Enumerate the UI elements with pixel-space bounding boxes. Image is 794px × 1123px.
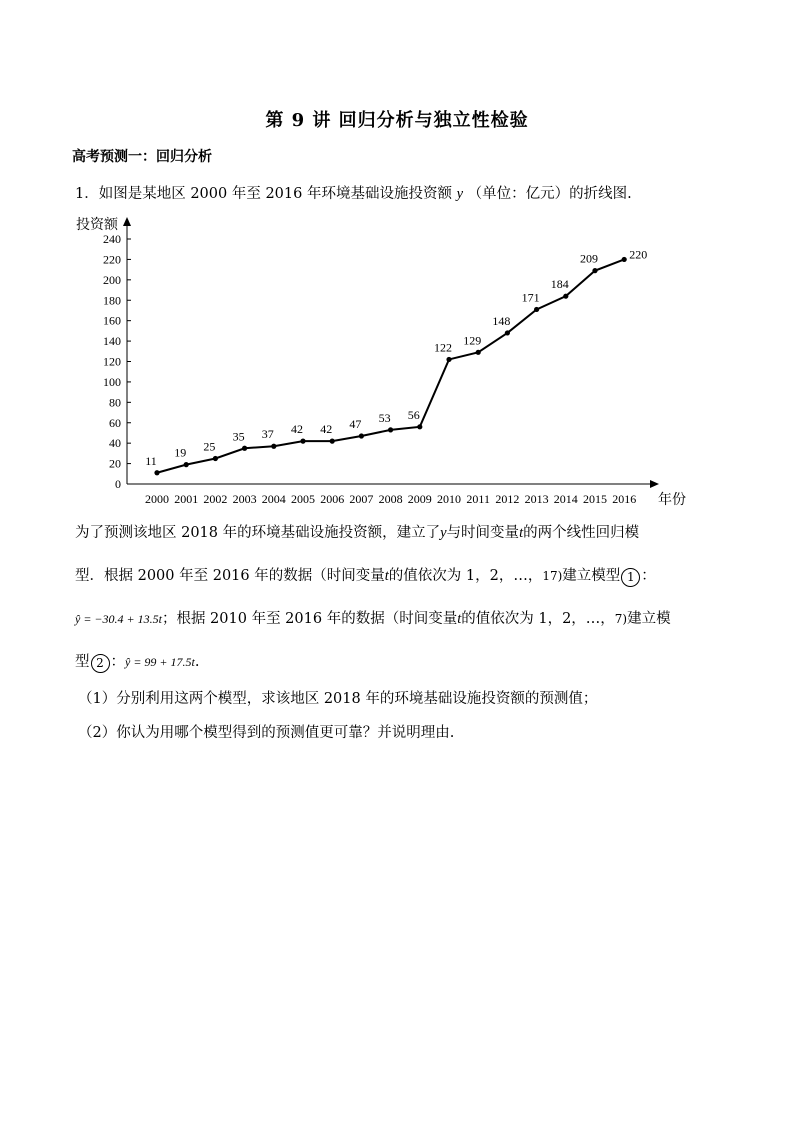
data-point xyxy=(213,456,218,461)
data-label: 42 xyxy=(320,422,333,437)
y-tick-label: 0 xyxy=(115,477,121,491)
x-tick-label: 2001 xyxy=(174,492,199,506)
x-tick-label: 2012 xyxy=(495,492,520,506)
y-tick-label: 240 xyxy=(103,232,121,246)
x-tick-label: 2011 xyxy=(466,492,490,506)
data-point xyxy=(242,446,247,451)
p2-text-a: 型．根据 2000 年至 2016 年的数据（时间变量 xyxy=(75,568,385,584)
x-tick-label: 2006 xyxy=(320,492,345,506)
data-label: 25 xyxy=(203,439,216,454)
x-tick-label: 2015 xyxy=(583,492,607,506)
y-axis-label: 投资额 xyxy=(76,218,118,233)
p1-text-c: 的两个线性回归模 xyxy=(523,525,640,541)
y-tick-label: 220 xyxy=(103,252,121,267)
data-label: 42 xyxy=(291,422,303,437)
p1-var-y: y xyxy=(440,525,447,541)
data-point xyxy=(154,470,159,475)
y-tick-label: 60 xyxy=(109,415,121,430)
data-point xyxy=(359,433,364,438)
x-axis-label: 年份 xyxy=(658,493,686,508)
y-tick-label: 160 xyxy=(103,313,121,328)
model-2-formula: ŷ = 99 + 17.5t xyxy=(125,655,195,669)
data-point xyxy=(300,439,305,444)
p2-text-c: 建立模型 xyxy=(562,568,621,584)
data-label: 209 xyxy=(580,251,598,266)
p4-text-a: 型 xyxy=(75,654,90,670)
data-label: 19 xyxy=(174,445,187,460)
page-title: 第 9 讲 回归分析与独立性检验 xyxy=(265,110,529,131)
p4-text-b: ： xyxy=(110,654,125,670)
data-label: 184 xyxy=(550,277,569,292)
p3-var-t: t xyxy=(457,611,462,627)
data-point xyxy=(592,268,597,273)
data-label: 47 xyxy=(349,417,362,432)
p3-text-b: 的值依次为 1，2，…， xyxy=(461,611,615,627)
data-label: 129 xyxy=(463,333,482,348)
model-1-formula: ŷ = −30.4 + 13.5t xyxy=(75,612,162,626)
y-tick-label: 40 xyxy=(109,436,121,451)
y-tick-label: 180 xyxy=(103,293,121,308)
data-point xyxy=(446,357,451,362)
p1-var-t: t xyxy=(519,525,524,541)
paragraph-line-4 xyxy=(75,650,199,673)
y-tick-label: 140 xyxy=(103,334,121,349)
data-label: 56 xyxy=(407,407,420,422)
p3-text-a: ；根据 2010 年至 2016 年的数据（时间变量 xyxy=(161,611,458,627)
y-tick-label: 120 xyxy=(103,354,121,369)
x-tick-label: 2005 xyxy=(291,492,315,506)
data-point xyxy=(476,350,481,355)
y-tick-label: 80 xyxy=(109,395,121,410)
data-label: 37 xyxy=(261,427,274,442)
paragraph-line-3 xyxy=(75,607,671,628)
x-tick-label: 2002 xyxy=(203,492,228,506)
intro-text-2: （单位：亿元）的折线图. xyxy=(467,186,632,202)
line-chart xyxy=(0,210,794,510)
circled-number-2: 2 xyxy=(91,654,110,673)
p2-var-t: t xyxy=(384,568,389,584)
x-tick-label: 2009 xyxy=(407,492,432,506)
data-label: 122 xyxy=(434,340,452,355)
p2-text-b: 的值依次为 1，2，…， xyxy=(388,568,543,584)
data-point xyxy=(622,257,627,262)
x-tick-label: 2008 xyxy=(378,492,403,506)
p3-count: 7) xyxy=(614,612,628,626)
series-line xyxy=(157,259,624,472)
p1-text-b: 与时间变量 xyxy=(446,525,520,541)
x-tick-label: 2000 xyxy=(145,492,169,506)
data-point xyxy=(184,462,189,467)
data-point xyxy=(563,294,568,299)
x-tick-label: 2004 xyxy=(261,492,286,506)
p2-text-d: ： xyxy=(641,568,656,584)
data-point xyxy=(330,439,335,444)
section-heading: 高考预测一：回归分析 xyxy=(72,149,212,165)
p3-text-c: 建立模 xyxy=(627,611,671,627)
circled-number-1: 1 xyxy=(621,568,640,587)
data-label: 148 xyxy=(492,313,511,328)
x-tick-label: 2007 xyxy=(349,492,374,506)
x-tick-label: 2010 xyxy=(437,492,461,506)
data-point xyxy=(388,427,393,432)
x-tick-label: 2016 xyxy=(612,492,637,506)
data-point xyxy=(271,444,276,449)
paragraph-line-1 xyxy=(75,521,639,542)
intro-var-y: y xyxy=(456,186,464,202)
data-label: 171 xyxy=(521,290,540,305)
intro-text-1: 1．如图是某地区 2000 年至 2016 年环境基础设施投资额 xyxy=(75,186,452,202)
y-axis-arrow xyxy=(123,217,131,226)
sub-question-2: （2）你认为用哪个模型得到的预测值更可靠？并说明理由. xyxy=(78,725,455,741)
data-label: 11 xyxy=(145,453,157,468)
data-point xyxy=(534,307,539,312)
y-tick-label: 20 xyxy=(109,456,121,471)
y-tick-label: 200 xyxy=(103,272,121,287)
question-intro xyxy=(75,182,632,203)
data-point xyxy=(417,424,422,429)
x-tick-label: 2013 xyxy=(524,492,549,506)
paragraph-line-2 xyxy=(75,564,656,587)
x-tick-label: 2003 xyxy=(232,492,257,506)
data-label: 35 xyxy=(232,429,245,444)
sub-question-1: （1）分别利用这两个模型，求该地区 2018 年的环境基础设施投资额的预测值； xyxy=(78,691,598,707)
p4-text-c: . xyxy=(194,654,200,670)
data-point xyxy=(505,330,510,335)
x-axis-arrow xyxy=(650,480,659,488)
x-tick-label: 2014 xyxy=(553,492,578,506)
p1-text-a: 为了预测该地区 2018 年的环境基础设施投资额，建立了 xyxy=(75,525,441,541)
y-tick-label: 100 xyxy=(103,374,121,389)
p2-count: 17) xyxy=(542,569,563,583)
data-label: 53 xyxy=(378,410,391,425)
data-label: 220 xyxy=(629,247,648,262)
